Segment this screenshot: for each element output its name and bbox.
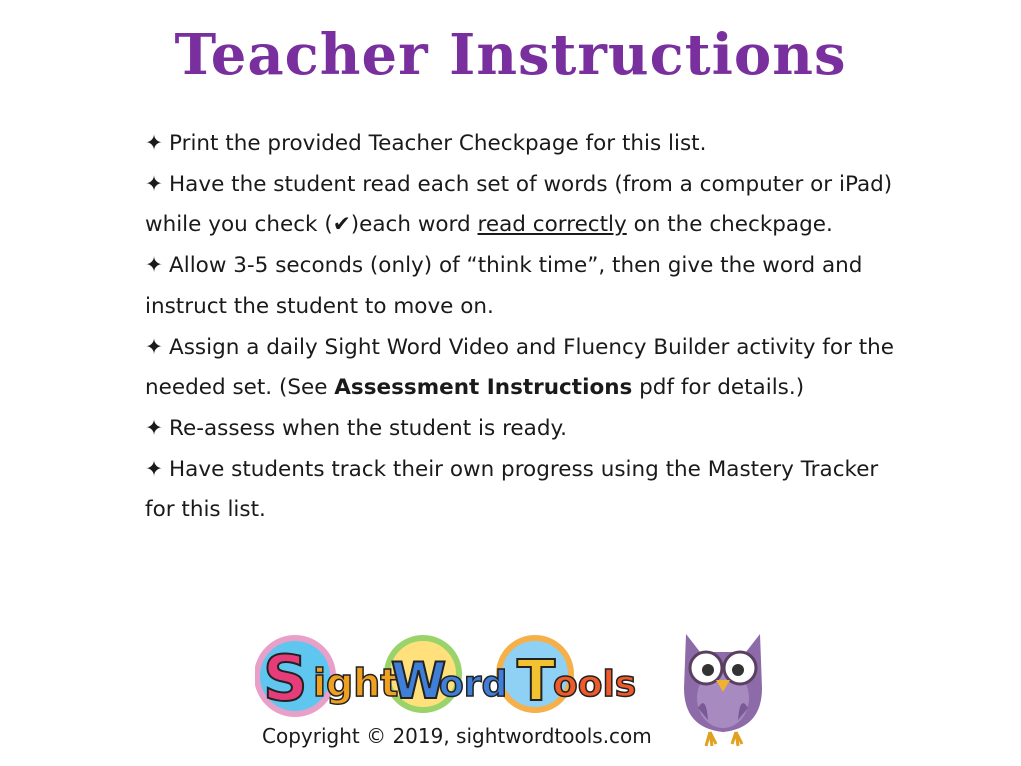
sightwordtools-logo <box>255 634 655 718</box>
list-item <box>145 246 905 327</box>
star-icon: ✦ <box>145 171 164 197</box>
item-text: Have the student read each set of words (from a computer or iPad) while you check ( <box>145 171 893 238</box>
star-icon: ✦ <box>145 131 164 156</box>
svg-text:T: T <box>517 649 556 714</box>
item-text: pdf for details.) <box>632 375 805 401</box>
star-icon: ✦ <box>145 456 164 482</box>
star-icon: ✦ <box>145 334 164 360</box>
list-item <box>145 409 905 450</box>
underlined-text: read correctly <box>477 212 627 238</box>
list-item <box>145 124 905 165</box>
checkmark-icon: ✔ <box>332 212 351 238</box>
list-item <box>145 165 905 246</box>
svg-text:ord: ord <box>439 664 508 705</box>
item-text: Allow 3-5 seconds (only) of “think time”, then give the word and instruct the student to move on. <box>145 253 863 319</box>
page-title: Teacher Instructions <box>174 22 847 88</box>
svg-text:ight: ight <box>313 661 399 705</box>
svg-text:S: S <box>263 642 308 715</box>
owl-mascot-icon <box>676 628 770 752</box>
svg-text:ools: ools <box>553 664 637 705</box>
star-icon: ✦ <box>145 415 164 441</box>
item-text: Assign a daily Sight Word Video and Fluency Builder activity for the needed set. (See <box>145 334 894 401</box>
bold-text: Assessment Instructions <box>334 375 633 401</box>
item-text: Re-assess when the student is ready. <box>169 415 567 441</box>
star-icon: ✦ <box>145 253 164 279</box>
list-item <box>145 450 905 531</box>
svg-text:W: W <box>391 652 447 710</box>
item-text: Print the provided Teacher Checkpage for this list. <box>169 131 707 156</box>
item-text: Have students track their own progress using the Mastery Tracker for this list. <box>145 456 879 523</box>
item-text: )each word <box>350 212 478 238</box>
copyright-text: Copyright © 2019, sightwordtools.com <box>262 724 652 748</box>
list-item <box>145 328 905 409</box>
item-text: on the checkpage. <box>626 212 833 238</box>
instruction-list <box>145 124 905 531</box>
